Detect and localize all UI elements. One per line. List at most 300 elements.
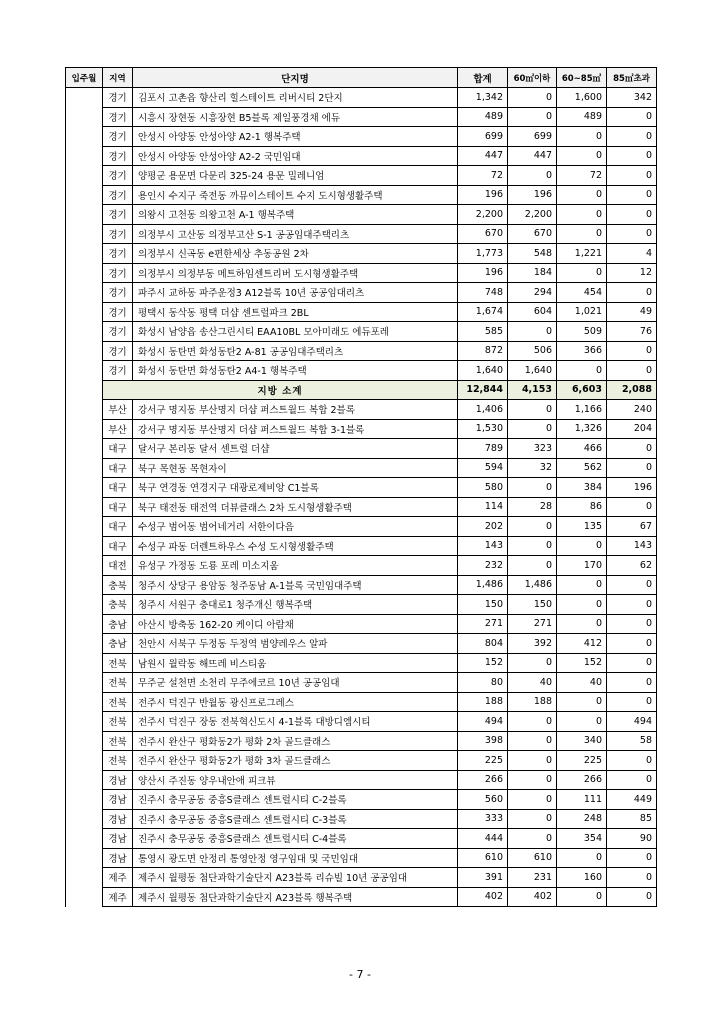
over85-cell: 62	[607, 556, 657, 576]
over85-cell: 240	[607, 400, 657, 420]
under60-cell: 0	[508, 88, 557, 108]
mid-cell: 0	[557, 848, 607, 868]
region-cell: 전북	[103, 751, 133, 771]
under60-cell: 0	[508, 517, 557, 537]
header-month: 입주월	[66, 68, 103, 88]
total-cell: 1,406	[458, 400, 508, 420]
mid-cell: 412	[557, 634, 607, 654]
total-cell: 398	[458, 731, 508, 751]
mid-cell: 0	[557, 146, 607, 166]
region-cell: 경기	[103, 302, 133, 322]
table-row	[66, 458, 657, 478]
table-header-row	[66, 68, 657, 88]
total-cell: 72	[458, 166, 508, 186]
table-row	[66, 361, 657, 381]
over85-cell: 196	[607, 478, 657, 498]
under60-cell: 506	[508, 341, 557, 361]
region-cell: 제주	[103, 868, 133, 888]
table-row	[66, 595, 657, 615]
total-cell: 494	[458, 712, 508, 732]
over85-cell: 0	[607, 848, 657, 868]
total-cell: 271	[458, 614, 508, 634]
total-cell: 1,342	[458, 88, 508, 108]
move-in-month-cell	[66, 517, 103, 537]
region-cell: 충남	[103, 614, 133, 634]
complex-name-cell: 유성구 가정동 도룡 포레 미소지움	[133, 556, 458, 576]
table-row	[66, 770, 657, 790]
total-cell: 188	[458, 692, 508, 712]
region-cell: 경기	[103, 322, 133, 342]
table-row	[66, 653, 657, 673]
complex-name-cell: 의정부시 신곡동 e편한세상 추동공원 2차	[133, 244, 458, 264]
region-cell: 경기	[103, 146, 133, 166]
under60-cell: 32	[508, 458, 557, 478]
total-cell: 225	[458, 751, 508, 771]
move-in-month-cell	[66, 458, 103, 478]
over85-cell: 0	[607, 224, 657, 244]
complex-name-cell: 화성시 동탄면 화성동탄2 A-81 공공임대주택리츠	[133, 341, 458, 361]
complex-name-cell: 북구 연경동 연경지구 대광로제비앙 C1블록	[133, 478, 458, 498]
total-cell: 789	[458, 439, 508, 459]
mid-cell: 454	[557, 283, 607, 303]
over85-cell: 76	[607, 322, 657, 342]
total-cell: 196	[458, 185, 508, 205]
table-row	[66, 439, 657, 459]
total-cell: 1,640	[458, 361, 508, 381]
move-in-month-cell	[66, 751, 103, 771]
region-cell: 경기	[103, 205, 133, 225]
complex-name-cell: 안성시 아양동 안성아양 A2-2 국민임대	[133, 146, 458, 166]
mid-cell: 354	[557, 829, 607, 849]
under60-cell: 150	[508, 595, 557, 615]
mid-cell: 152	[557, 653, 607, 673]
total-cell: 580	[458, 478, 508, 498]
mid-cell: 1,021	[557, 302, 607, 322]
table-row	[66, 400, 657, 420]
total-cell: 1,530	[458, 419, 508, 439]
complex-name-cell: 무주군 설천면 소천리 무주에코르 10년 공공임대	[133, 673, 458, 693]
region-cell: 전북	[103, 692, 133, 712]
region-cell: 경기	[103, 224, 133, 244]
under60-cell: 0	[508, 478, 557, 498]
region-cell: 경남	[103, 809, 133, 829]
under60-cell: 0	[508, 400, 557, 420]
table-row	[66, 809, 657, 829]
table-row	[66, 263, 657, 283]
mid-cell: 248	[557, 809, 607, 829]
under60-cell: 0	[508, 751, 557, 771]
mid-cell: 384	[557, 478, 607, 498]
mid-cell: 72	[557, 166, 607, 186]
complex-name-cell: 수성구 파동 더렌트하우스 수성 도시형생활주택	[133, 536, 458, 556]
over85-cell: 0	[607, 692, 657, 712]
region-cell: 경기	[103, 127, 133, 147]
over85-cell: 0	[607, 614, 657, 634]
region-cell: 경기	[103, 244, 133, 264]
mid-cell: 0	[557, 127, 607, 147]
table-row	[66, 224, 657, 244]
under60-cell: 0	[508, 790, 557, 810]
table-row	[66, 790, 657, 810]
header-mid: 60~85㎡	[557, 68, 607, 88]
complex-name-cell: 진주시 충무공동 중흥S클래스 센트럴시티 C-3블록	[133, 809, 458, 829]
under60-cell: 604	[508, 302, 557, 322]
table-body-regional	[66, 400, 657, 907]
over85-cell: 0	[607, 887, 657, 907]
complex-name-cell: 수성구 범어동 범어네거리 서한이다음	[133, 517, 458, 537]
total-cell: 333	[458, 809, 508, 829]
table-row	[66, 478, 657, 498]
total-cell: 585	[458, 322, 508, 342]
move-in-month-cell	[66, 887, 103, 907]
mid-cell: 0	[557, 887, 607, 907]
mid-cell: 0	[557, 224, 607, 244]
under60-cell: 271	[508, 614, 557, 634]
under60-cell: 184	[508, 263, 557, 283]
subtotal-mid: 6,603	[557, 380, 607, 400]
mid-cell: 466	[557, 439, 607, 459]
mid-cell: 0	[557, 575, 607, 595]
move-in-month-cell	[66, 478, 103, 498]
under60-cell: 0	[508, 829, 557, 849]
over85-cell: 0	[607, 673, 657, 693]
total-cell: 594	[458, 458, 508, 478]
table-row	[66, 634, 657, 654]
complex-name-cell: 전주시 덕진구 장동 전북혁신도시 4-1블록 대방디엠시티	[133, 712, 458, 732]
table-subtotal-section	[66, 380, 657, 400]
table-row	[66, 829, 657, 849]
total-cell: 1,773	[458, 244, 508, 264]
under60-cell: 196	[508, 185, 557, 205]
complex-name-cell: 남원시 월락동 해뜨레 비스티움	[133, 653, 458, 673]
table-row	[66, 575, 657, 595]
under60-cell: 670	[508, 224, 557, 244]
table-row	[66, 497, 657, 517]
move-in-month-cell	[66, 790, 103, 810]
header-under60: 60㎡이하	[508, 68, 557, 88]
complex-name-cell: 화성시 동탄면 화성동탄2 A4-1 행복주택	[133, 361, 458, 381]
move-in-month-cell	[66, 595, 103, 615]
complex-name-cell: 용인시 수지구 죽전동 까뮤이스테이트 수지 도시형생활주택	[133, 185, 458, 205]
table-row	[66, 341, 657, 361]
under60-cell: 447	[508, 146, 557, 166]
region-cell: 경기	[103, 107, 133, 127]
subtotal-under60: 4,153	[508, 380, 557, 400]
over85-cell: 342	[607, 88, 657, 108]
over85-cell: 0	[607, 127, 657, 147]
table-body-capital	[66, 88, 657, 381]
complex-name-cell: 양산시 주진동 양우내안애 피크뷰	[133, 770, 458, 790]
complex-name-cell: 안성시 아양동 안성아양 A2-1 행복주택	[133, 127, 458, 147]
mid-cell: 0	[557, 712, 607, 732]
total-cell: 670	[458, 224, 508, 244]
complex-name-cell: 전주시 덕진구 반월동 광신프로그레스	[133, 692, 458, 712]
mid-cell: 489	[557, 107, 607, 127]
over85-cell: 4	[607, 244, 657, 264]
complex-name-cell: 시흥시 장현동 시흥장현 B5블록 제일풍경채 에듀	[133, 107, 458, 127]
region-cell: 제주	[103, 887, 133, 907]
total-cell: 114	[458, 497, 508, 517]
table-row	[66, 556, 657, 576]
region-cell: 경기	[103, 185, 133, 205]
move-in-month-cell	[66, 653, 103, 673]
over85-cell: 0	[607, 185, 657, 205]
subtotal-label: 지방 소계	[103, 380, 458, 400]
over85-cell: 12	[607, 263, 657, 283]
table-row	[66, 868, 657, 888]
region-cell: 전북	[103, 653, 133, 673]
move-in-month-cell	[66, 88, 103, 381]
region-cell: 충북	[103, 575, 133, 595]
total-cell: 391	[458, 868, 508, 888]
mid-cell: 170	[557, 556, 607, 576]
total-cell: 444	[458, 829, 508, 849]
region-cell: 경기	[103, 283, 133, 303]
move-in-month-cell	[66, 400, 103, 420]
over85-cell: 58	[607, 731, 657, 751]
under60-cell: 0	[508, 419, 557, 439]
subtotal-over85: 2,088	[607, 380, 657, 400]
table-row	[66, 244, 657, 264]
move-in-month-cell	[66, 614, 103, 634]
move-in-month-cell	[66, 829, 103, 849]
under60-cell: 610	[508, 848, 557, 868]
region-cell: 전북	[103, 673, 133, 693]
mid-cell: 266	[557, 770, 607, 790]
under60-cell: 0	[508, 770, 557, 790]
complex-name-cell: 제주시 월평동 첨단과학기술단지 A23블록 리슈빌 10년 공공임대	[133, 868, 458, 888]
region-cell: 충북	[103, 595, 133, 615]
region-cell: 경기	[103, 341, 133, 361]
under60-cell: 188	[508, 692, 557, 712]
under60-cell: 699	[508, 127, 557, 147]
under60-cell: 323	[508, 439, 557, 459]
under60-cell: 294	[508, 283, 557, 303]
total-cell: 143	[458, 536, 508, 556]
mid-cell: 0	[557, 614, 607, 634]
over85-cell: 0	[607, 439, 657, 459]
table-row	[66, 848, 657, 868]
complex-name-cell: 의정부시 고산동 의정부고산 S-1 공공임대주택리츠	[133, 224, 458, 244]
over85-cell: 0	[607, 634, 657, 654]
mid-cell: 0	[557, 692, 607, 712]
complex-name-cell: 청주시 서원구 충대로1 청주개신 행복주택	[133, 595, 458, 615]
under60-cell: 1,486	[508, 575, 557, 595]
total-cell: 872	[458, 341, 508, 361]
move-in-month-cell	[66, 712, 103, 732]
table-row	[66, 673, 657, 693]
under60-cell: 0	[508, 107, 557, 127]
mid-cell: 0	[557, 263, 607, 283]
region-cell: 경남	[103, 770, 133, 790]
complex-name-cell: 아산시 방축동 162-20 케이디 아람채	[133, 614, 458, 634]
complex-name-cell: 전주시 완산구 평화동2가 평화 2차 골드클래스	[133, 731, 458, 751]
region-cell: 경남	[103, 848, 133, 868]
table-row	[66, 146, 657, 166]
region-cell: 대구	[103, 536, 133, 556]
mid-cell: 0	[557, 595, 607, 615]
mid-cell: 1,326	[557, 419, 607, 439]
region-cell: 충남	[103, 634, 133, 654]
table-row	[66, 419, 657, 439]
move-in-month-cell	[66, 556, 103, 576]
under60-cell: 40	[508, 673, 557, 693]
complex-name-cell: 의정부시 의정부동 메트하임센트리버 도시형생활주택	[133, 263, 458, 283]
total-cell: 560	[458, 790, 508, 810]
over85-cell: 0	[607, 751, 657, 771]
table-row	[66, 88, 657, 108]
mid-cell: 509	[557, 322, 607, 342]
over85-cell: 0	[607, 361, 657, 381]
header-complex: 단지명	[133, 68, 458, 88]
over85-cell: 0	[607, 107, 657, 127]
table-row	[66, 107, 657, 127]
under60-cell: 0	[508, 653, 557, 673]
region-cell: 대구	[103, 517, 133, 537]
table-row	[66, 712, 657, 732]
total-cell: 266	[458, 770, 508, 790]
table-row	[66, 302, 657, 322]
mid-cell: 135	[557, 517, 607, 537]
total-cell: 748	[458, 283, 508, 303]
complex-name-cell: 김포시 고촌읍 향산리 힐스테이트 리버시티 2단지	[133, 88, 458, 108]
mid-cell: 86	[557, 497, 607, 517]
move-in-month-cell	[66, 868, 103, 888]
move-in-month-cell	[66, 634, 103, 654]
under60-cell: 0	[508, 556, 557, 576]
table-row	[66, 731, 657, 751]
move-in-month-cell	[66, 809, 103, 829]
move-in-month-cell	[66, 575, 103, 595]
table-row	[66, 692, 657, 712]
move-in-month-cell	[66, 380, 103, 400]
over85-cell: 0	[607, 166, 657, 186]
under60-cell: 392	[508, 634, 557, 654]
under60-cell: 0	[508, 731, 557, 751]
total-cell: 489	[458, 107, 508, 127]
subtotal-row	[66, 380, 657, 400]
mid-cell: 0	[557, 205, 607, 225]
over85-cell: 85	[607, 809, 657, 829]
move-in-month-cell	[66, 419, 103, 439]
mid-cell: 160	[557, 868, 607, 888]
table-row	[66, 887, 657, 907]
move-in-month-cell	[66, 497, 103, 517]
complex-name-cell: 강서구 명지동 부산명지 더샵 퍼스트월드 복합 2블록	[133, 400, 458, 420]
total-cell: 699	[458, 127, 508, 147]
over85-cell: 0	[607, 770, 657, 790]
table-row	[66, 166, 657, 186]
region-cell: 경남	[103, 790, 133, 810]
move-in-month-cell	[66, 848, 103, 868]
under60-cell: 0	[508, 536, 557, 556]
complex-name-cell: 양평군 용문면 다문리 325-24 용문 밀레니엄	[133, 166, 458, 186]
region-cell: 경기	[103, 361, 133, 381]
table-row	[66, 127, 657, 147]
over85-cell: 0	[607, 458, 657, 478]
over85-cell: 67	[607, 517, 657, 537]
total-cell: 610	[458, 848, 508, 868]
total-cell: 150	[458, 595, 508, 615]
complex-name-cell: 통영시 광도면 안정리 통영안정 영구임대 및 국민임대	[133, 848, 458, 868]
complex-name-cell: 북구 목현동 목현자이	[133, 458, 458, 478]
over85-cell: 0	[607, 575, 657, 595]
complex-name-cell: 북구 태전동 태전역 더뷰클래스 2차 도시형생활주택	[133, 497, 458, 517]
mid-cell: 225	[557, 751, 607, 771]
mid-cell: 0	[557, 185, 607, 205]
complex-name-cell: 달서구 본리동 달서 센트럴 더샵	[133, 439, 458, 459]
table-row	[66, 205, 657, 225]
table-row	[66, 517, 657, 537]
complex-name-cell: 청주시 상당구 용암동 청주동남 A-1블록 국민임대주택	[133, 575, 458, 595]
mid-cell: 0	[557, 361, 607, 381]
total-cell: 196	[458, 263, 508, 283]
over85-cell: 0	[607, 868, 657, 888]
table-row	[66, 283, 657, 303]
mid-cell: 0	[557, 536, 607, 556]
region-cell: 경기	[103, 88, 133, 108]
under60-cell: 402	[508, 887, 557, 907]
subtotal-total: 12,844	[458, 380, 508, 400]
region-cell: 대구	[103, 439, 133, 459]
region-cell: 부산	[103, 400, 133, 420]
under60-cell: 231	[508, 868, 557, 888]
complex-name-cell: 파주시 교하동 파주운정3 A12블록 10년 공공임대리츠	[133, 283, 458, 303]
housing-supply-table	[65, 67, 657, 907]
over85-cell: 0	[607, 205, 657, 225]
mid-cell: 1,600	[557, 88, 607, 108]
over85-cell: 0	[607, 146, 657, 166]
over85-cell: 90	[607, 829, 657, 849]
total-cell: 804	[458, 634, 508, 654]
table-row	[66, 614, 657, 634]
mid-cell: 562	[557, 458, 607, 478]
over85-cell: 0	[607, 283, 657, 303]
move-in-month-cell	[66, 439, 103, 459]
under60-cell: 0	[508, 809, 557, 829]
table-row	[66, 536, 657, 556]
over85-cell: 0	[607, 497, 657, 517]
over85-cell: 143	[607, 536, 657, 556]
under60-cell: 0	[508, 712, 557, 732]
under60-cell: 1,640	[508, 361, 557, 381]
complex-name-cell: 진주시 충무공동 중흥S클래스 센트럴시티 C-2블록	[133, 790, 458, 810]
over85-cell: 449	[607, 790, 657, 810]
header-region: 지역	[103, 68, 133, 88]
total-cell: 1,486	[458, 575, 508, 595]
over85-cell: 0	[607, 341, 657, 361]
total-cell: 402	[458, 887, 508, 907]
region-cell: 부산	[103, 419, 133, 439]
over85-cell: 494	[607, 712, 657, 732]
mid-cell: 40	[557, 673, 607, 693]
region-cell: 전북	[103, 731, 133, 751]
move-in-month-cell	[66, 673, 103, 693]
table-row	[66, 185, 657, 205]
move-in-month-cell	[66, 770, 103, 790]
region-cell: 경기	[103, 263, 133, 283]
table-row	[66, 751, 657, 771]
complex-name-cell: 진주시 충무공동 중흥S클래스 센트럴시티 C-4블록	[133, 829, 458, 849]
complex-name-cell: 화성시 남양읍 송산그린시티 EAA10BL 모아미래도 에듀포레	[133, 322, 458, 342]
move-in-month-cell	[66, 692, 103, 712]
region-cell: 전북	[103, 712, 133, 732]
region-cell: 경남	[103, 829, 133, 849]
under60-cell: 2,200	[508, 205, 557, 225]
mid-cell: 1,166	[557, 400, 607, 420]
complex-name-cell: 강서구 명지동 부산명지 더샵 퍼스트월드 복합 3-1블록	[133, 419, 458, 439]
total-cell: 202	[458, 517, 508, 537]
